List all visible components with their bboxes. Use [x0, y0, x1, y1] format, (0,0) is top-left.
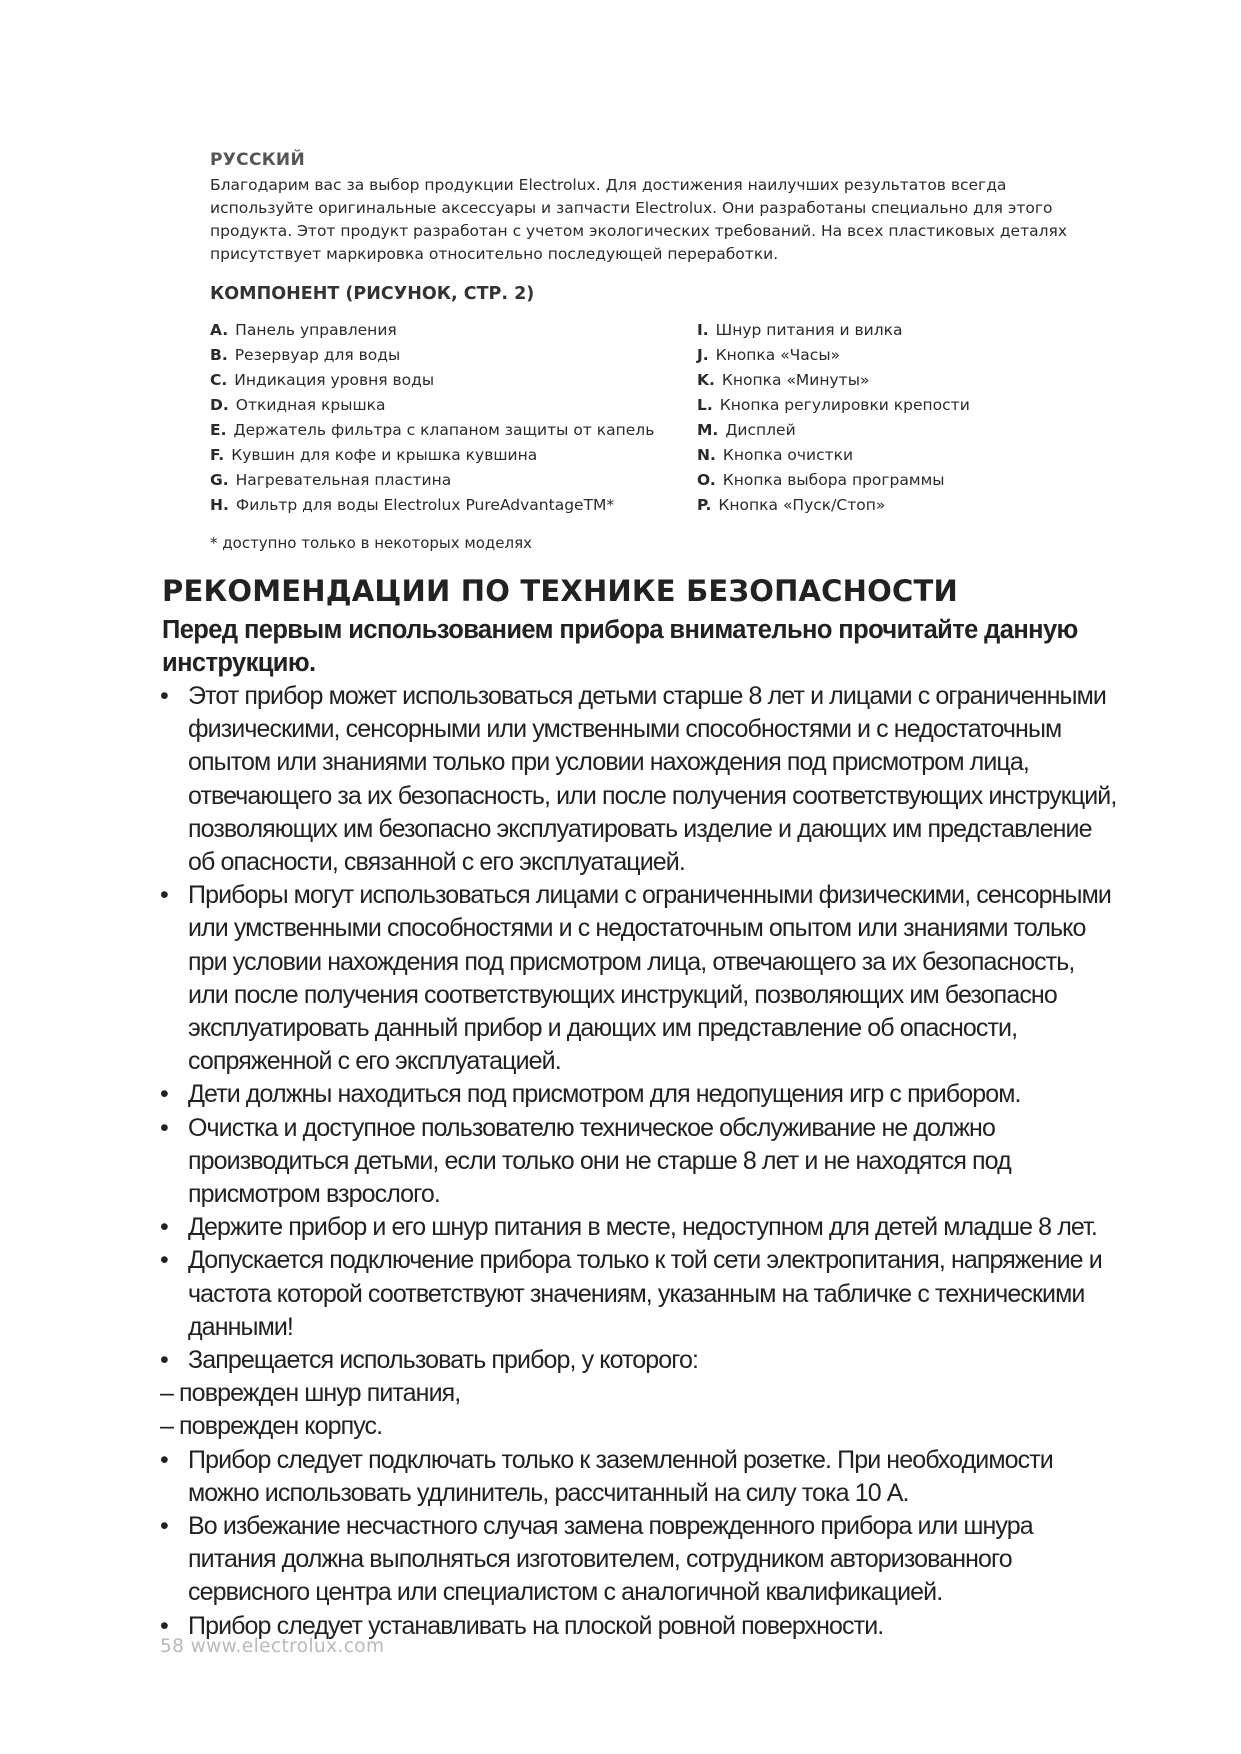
components-title: КОМПОНЕНТ (РИСУНОК, СТР. 2) [210, 284, 535, 304]
safety-item: • Прибор следует устанавливать на плоской ровной поверхности. [160, 1610, 1120, 1643]
components-list-left [210, 318, 654, 518]
component-label: Кнопка регулировки крепости [719, 396, 970, 414]
component-letter: E. [210, 421, 227, 439]
component-label: Кнопка «Минуты» [721, 371, 870, 389]
component-label: Нагревательная пластина [235, 471, 452, 489]
components-footnote: * доступно только в некоторых моделях [210, 534, 532, 552]
component-label: Индикация уровня воды [234, 371, 435, 389]
safety-list [160, 680, 1120, 1643]
safety-item: • Дети должны находиться под присмотром для недопущения игр с прибором. [160, 1078, 1120, 1111]
component-label: Кнопка «Часы» [715, 346, 841, 364]
component-item [697, 343, 970, 368]
safety-title: РЕКОМЕНДАЦИИ ПО ТЕХНИКЕ БЕЗОПАСНОСТИ [162, 574, 958, 608]
safety-subitem: – поврежден корпус. [160, 1412, 383, 1441]
component-letter: C. [210, 371, 228, 389]
component-item [697, 493, 970, 518]
component-letter: A. [210, 321, 229, 339]
component-letter: J. [697, 346, 709, 364]
component-label: Шнур питания и вилка [715, 321, 903, 339]
component-label: Панель управления [235, 321, 397, 339]
safety-subtitle: Перед первым использованием прибора внимательно прочитайте данную инструкцию. [162, 616, 1078, 677]
component-item [697, 418, 970, 443]
component-letter: L. [697, 396, 713, 414]
component-label: Фильтр для воды Electrolux PureAdvantageTM* [235, 496, 615, 514]
component-item [210, 318, 654, 343]
safety-item: • Держите прибор и его шнур питания в месте, недоступном для детей младше 8 лет. [160, 1211, 1120, 1244]
intro-section [210, 150, 1090, 266]
safety-item: • Допускается подключение прибора только к той сети электропитания, напряжение и частота которой соответствуют значениям, указанным на табличке с техническими данными! [160, 1244, 1120, 1344]
component-label: Дисплей [725, 421, 796, 439]
component-item [210, 443, 654, 468]
component-letter: D. [210, 396, 229, 414]
component-item [210, 493, 654, 518]
component-item [210, 418, 654, 443]
language-heading: РУССКИЙ [210, 150, 305, 170]
component-item [210, 468, 654, 493]
component-letter: N. [697, 446, 716, 464]
component-label: Кнопка выбора программы [722, 471, 945, 489]
safety-item: • Во избежание несчастного случая замена поврежденного прибора или шнура питания должна выполняться изготовителем, сотрудником авторизованного сервисного центра или специалистом с аналогичной квалификацией. [160, 1510, 1120, 1610]
component-item [697, 318, 970, 343]
component-letter: F. [210, 446, 225, 464]
safety-item: • Этот прибор может использоваться детьми старше 8 лет и лицами с ограниченными физическими, сенсорными или умственными способностями и с недостаточным опытом или знаниями только при условии нахождения под присмотром лица, отвечающего за их безопасность, или после получения соответствующих инструкций, позволяющих им безопасно эксплуатировать изделие и дающих им представление об опасности, связанной с его эксплуатацией. [160, 680, 1120, 879]
intro-paragraph: Благодарим вас за выбор продукции Electrolux. Для достижения наилучших результатов всегда используйте оригинальные аксессуары и запчасти Electrolux. Они разработаны специально для этого продукта. Этот продукт разработан с учетом экологических требований. На всех пластиковых деталях присутствует маркировка относительно последующей переработки. [210, 176, 1068, 263]
components-list-right [697, 318, 970, 518]
safety-item: • Прибор следует подключать только к заземленной розетке. При необходимости можно использовать удлинитель, рассчитанный на силу тока 10 А. [160, 1444, 1120, 1510]
component-letter: O. [697, 471, 716, 489]
component-item [210, 393, 654, 418]
component-letter: B. [210, 346, 228, 364]
component-item [697, 468, 970, 493]
component-letter: P. [697, 496, 712, 514]
component-label: Кнопка очистки [722, 446, 854, 464]
safety-subitem: – поврежден шнур питания, [160, 1379, 461, 1408]
page-footer[interactable]: 58 www.electrolux.com [160, 1636, 385, 1657]
component-label: Кнопка «Пуск/Стоп» [718, 496, 886, 514]
component-label: Откидная крышка [235, 396, 386, 414]
component-item [210, 343, 654, 368]
component-letter: H. [210, 496, 229, 514]
component-letter: K. [697, 371, 715, 389]
safety-item: • Приборы могут использоваться лицами с ограниченными физическими, сенсорными или умственными способностями и с недостаточным опытом или знаниями только при условии нахождения под присмотром лица, отвечающего за их безопасность, или после получения соответствующих инструкций, позволяющих им безопасно эксплуатировать данный прибор и дающих им представление об опасности, сопряженной с его эксплуатацией. [160, 879, 1120, 1078]
component-item [697, 393, 970, 418]
component-label: Кувшин для кофе и крышка кувшина [231, 446, 538, 464]
safety-item: • Запрещается использовать прибор, у которого: [160, 1344, 1120, 1377]
component-item [210, 368, 654, 393]
component-letter: I. [697, 321, 709, 339]
component-label: Резервуар для воды [234, 346, 401, 364]
component-item [697, 368, 970, 393]
component-label: Держатель фильтра с клапаном защиты от капель [233, 421, 655, 439]
component-letter: M. [697, 421, 719, 439]
component-letter: G. [210, 471, 229, 489]
component-item [697, 443, 970, 468]
safety-item: • Очистка и доступное пользователю техническое обслуживание не должно производиться детьми, если только они не старше 8 лет и не находятся под присмотром взрослого. [160, 1112, 1120, 1212]
